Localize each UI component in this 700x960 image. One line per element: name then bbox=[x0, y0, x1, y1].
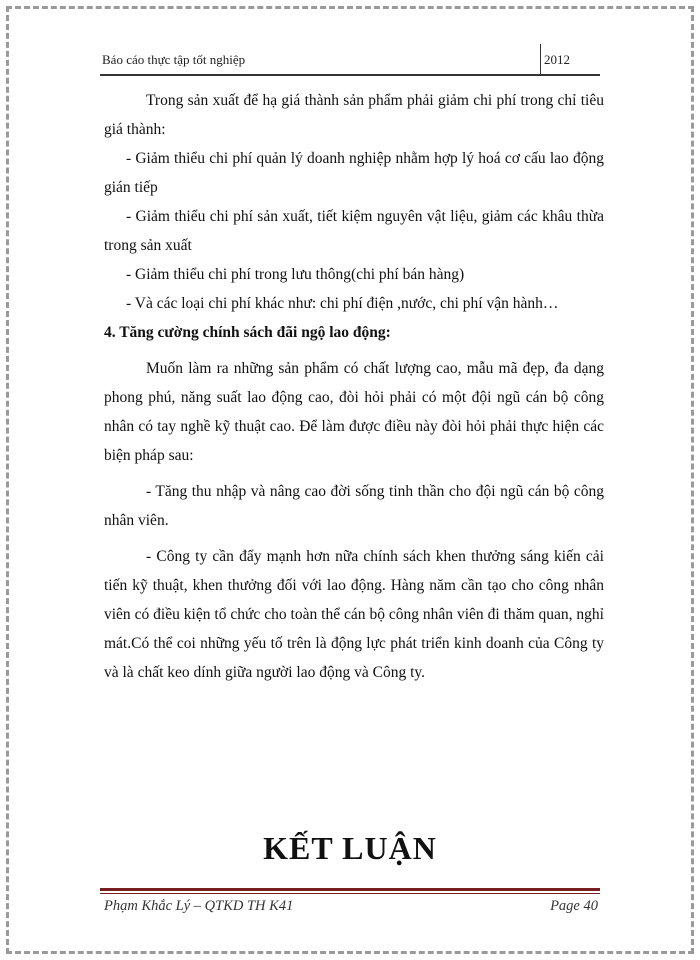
footer-page-number: Page 40 bbox=[550, 898, 598, 914]
bullet-item: - Giảm thiểu chi phí sản xuất, tiết kiệm nguyên vật liệu, giảm các khâu thừa trong sản xuất bbox=[104, 208, 604, 254]
bullet-item: - Giảm thiểu chi phí trong lưu thông(chi phí bán hàng) bbox=[126, 266, 465, 283]
paragraph: Muốn làm ra những sản phẩm có chất lượng cao, mẫu mã đẹp, đa dạng phong phú, năng suất lao động cao, đòi hỏi phải có một đội ngũ cán bộ công nhân có tay nghề kỹ thuật cao. Để làm được điều này đòi hỏi phải thực hiện các biện pháp sau: bbox=[104, 360, 604, 464]
header-year: 2012 bbox=[544, 52, 570, 67]
footer-author: Phạm Khắc Lý – QTKD TH K41 bbox=[104, 898, 294, 914]
header-title: Báo cáo thực tập tốt nghiệp bbox=[102, 52, 246, 67]
footer-rule bbox=[100, 888, 600, 894]
bullet-item: - Và các loại chi phí khác như: chi phí điện ,nước, chi phí vận hành… bbox=[126, 295, 559, 312]
header-rule bbox=[100, 74, 600, 76]
paragraph-intro: Trong sản xuất để hạ giá thành sản phẩm phải giảm chi phí trong chỉ tiêu giá thành: bbox=[104, 92, 604, 138]
header-divider bbox=[540, 44, 541, 74]
paragraph: - Tăng thu nhập và nâng cao đời sống tinh thần cho đội ngũ cán bộ công nhân viên. bbox=[104, 483, 604, 529]
page-header bbox=[100, 44, 600, 78]
paragraph: - Công ty cần đẩy mạnh hơn nữa chính sách khen thưởng sáng kiến cải tiến kỹ thuật, khen thưởng đối với lao động. Hàng năm cần tạo cho công nhân viên có điều kiện tổ chức cho toàn thể cán bộ công nhân viên đi thăm quan, nghỉ mát.Có thể coi những yếu tố trên là động lực phát triển kinh doanh của Công ty và là chất keo dính giữa người lao động và Công ty. bbox=[104, 548, 604, 681]
conclusion-title: KẾT LUẬN bbox=[263, 830, 437, 866]
document-body bbox=[104, 86, 604, 687]
bullet-item: - Giảm thiểu chi phí quản lý doanh nghiệp nhằm hợp lý hoá cơ cấu lao động gián tiếp bbox=[104, 150, 604, 196]
section-heading: 4. Tăng cường chính sách đãi ngộ lao động: bbox=[104, 324, 391, 341]
